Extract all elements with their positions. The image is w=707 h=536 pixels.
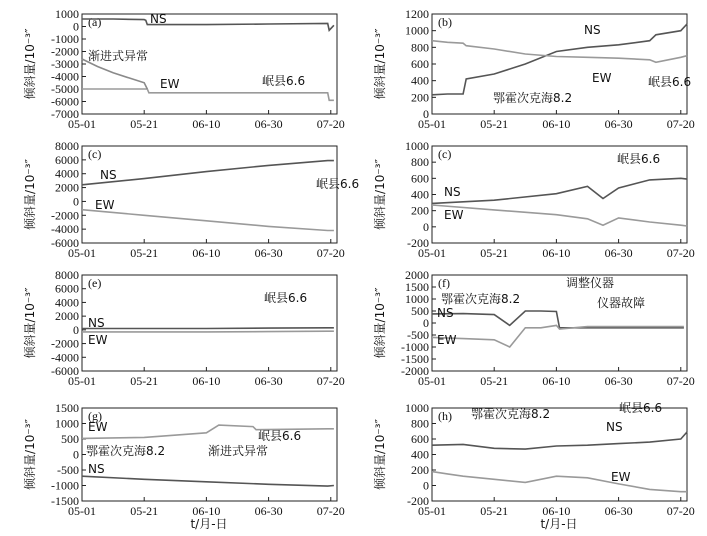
plot-frame <box>432 275 687 371</box>
panel-8 <box>372 401 695 518</box>
x-tick-label: 06-30 <box>604 374 633 388</box>
y-tick-label: -1000 <box>51 478 79 493</box>
annotation-label: NS <box>584 23 601 37</box>
x-tick-label: 06-30 <box>254 504 283 518</box>
panel-label: (a) <box>88 15 102 29</box>
y-tick-label: 400 <box>411 447 429 462</box>
annotation-label: NS <box>437 306 454 320</box>
annotation-label: NS <box>88 316 105 330</box>
y-tick-label: 200 <box>411 463 429 477</box>
annotation-label: EW <box>444 208 464 222</box>
x-tick-label: 07-20 <box>316 374 345 388</box>
x-tick-label: 06-10 <box>542 246 571 260</box>
y-tick-label: 1000 <box>55 416 79 431</box>
x-axis-title: t/月-日 <box>190 517 228 531</box>
series-line-ns <box>82 328 334 329</box>
annotation-label: 鄂霍次克海8.2 <box>86 444 166 458</box>
y-axis-label: 倾斜量/10⁻³″ <box>23 28 37 100</box>
panel-label: (h) <box>438 409 452 423</box>
y-tick-label: 400 <box>411 187 429 202</box>
y-tick-label: 800 <box>411 40 429 55</box>
y-axis-label: 倾斜量/10⁻³″ <box>23 419 37 490</box>
annotation-label: EW <box>88 333 108 347</box>
annotation-label: EW <box>88 420 108 434</box>
y-tick-label: 800 <box>411 155 429 170</box>
annotation-label: 岷县6.6 <box>262 74 306 88</box>
panel-4 <box>372 139 695 260</box>
x-axis-title: t/月-日 <box>540 517 578 531</box>
y-tick-label: -4000 <box>51 69 79 84</box>
y-tick-label: -200 <box>407 494 429 508</box>
y-axis-label: 倾斜量/10⁻³″ <box>373 419 387 490</box>
y-tick-label: -2000 <box>401 364 429 378</box>
annotation-label: 渐进式异常 <box>208 444 269 458</box>
x-tick-label: 06-30 <box>604 246 633 260</box>
y-tick-label: 400 <box>411 73 429 88</box>
y-tick-label: -7000 <box>51 107 79 121</box>
panel-5 <box>22 268 345 388</box>
x-tick-label: 05-01 <box>418 117 446 131</box>
x-tick-label: 06-30 <box>254 246 283 260</box>
annotation-label: 渐进式异常 <box>88 49 149 63</box>
y-tick-label: 0 <box>73 19 79 34</box>
y-tick-label: 2000 <box>55 309 79 324</box>
x-tick-label: 06-10 <box>542 374 571 388</box>
x-tick-label: 07-20 <box>316 117 345 131</box>
y-tick-label: -6000 <box>51 364 79 378</box>
y-tick-label: 200 <box>411 203 429 218</box>
panel-2 <box>372 7 695 131</box>
series-line-ns <box>82 476 334 486</box>
y-tick-label: 8000 <box>55 268 79 282</box>
series-line-ns <box>432 178 687 203</box>
x-tick-label: 05-01 <box>68 374 96 388</box>
y-tick-label: -2000 <box>51 336 79 351</box>
x-tick-label: 05-21 <box>480 246 509 260</box>
x-tick-label: 05-21 <box>480 374 509 388</box>
y-tick-label: 200 <box>411 90 429 105</box>
y-tick-label: 0 <box>73 322 79 337</box>
x-tick-label: 05-01 <box>68 117 96 131</box>
x-tick-label: 06-30 <box>604 117 633 131</box>
y-tick-label: -1000 <box>51 32 79 46</box>
panel-1 <box>22 7 345 131</box>
annotation-label: 岷县6.6 <box>648 75 692 89</box>
x-tick-label: 05-01 <box>418 246 446 260</box>
x-tick-label: 06-10 <box>542 117 571 131</box>
annotation-label: 鄂霍次克海8.2 <box>493 91 573 105</box>
annotation-label: EW <box>437 333 457 347</box>
annotation-label: 岷县6.6 <box>316 177 360 191</box>
x-tick-label: 05-01 <box>68 246 96 260</box>
x-tick-label: 05-21 <box>130 374 159 388</box>
y-tick-label: 0 <box>73 447 79 462</box>
x-tick-label: 06-10 <box>192 504 221 518</box>
y-tick-label: 500 <box>411 304 429 318</box>
series-line-ns <box>82 161 334 185</box>
y-tick-label: -6000 <box>51 94 79 109</box>
panel-label: (c) <box>438 147 452 161</box>
series-line-ns <box>82 19 334 30</box>
annotation-label: 岷县6.6 <box>617 152 661 166</box>
y-tick-label: -4000 <box>51 350 79 365</box>
x-tick-label: 07-20 <box>666 117 695 131</box>
y-tick-label: -6000 <box>51 236 79 250</box>
y-tick-label: 1500 <box>55 401 79 415</box>
y-tick-label: 4000 <box>55 166 79 181</box>
y-tick-label: -2000 <box>51 44 79 59</box>
y-tick-label: 600 <box>411 432 429 446</box>
plot-frame <box>432 408 687 501</box>
series-line-ew <box>82 89 334 100</box>
x-tick-label: 07-20 <box>666 504 695 518</box>
annotation-label: 岷县6.6 <box>619 401 663 415</box>
panel-6 <box>372 268 695 388</box>
y-tick-label: 1200 <box>405 7 429 21</box>
y-tick-label: -500 <box>407 328 429 342</box>
annotation-label: NS <box>444 185 461 199</box>
x-tick-label: 05-01 <box>418 374 446 388</box>
y-tick-label: 1000 <box>405 23 429 38</box>
y-tick-label: 0 <box>73 194 79 209</box>
x-tick-label: 06-10 <box>192 246 221 260</box>
series-line-ns <box>432 432 687 449</box>
annotation-label: EW <box>160 77 180 91</box>
y-tick-label: 2000 <box>55 180 79 195</box>
y-tick-label: -5000 <box>51 82 79 96</box>
annotation-label: 岷县6.6 <box>258 429 302 443</box>
annotation-label: EW <box>592 71 612 85</box>
annotation-label: NS <box>150 12 167 26</box>
y-tick-label: 1500 <box>405 280 429 294</box>
panel-7 <box>22 401 345 518</box>
series-line-trend <box>82 59 147 89</box>
x-tick-label: 05-01 <box>418 504 446 518</box>
series-line-ns <box>432 311 684 328</box>
y-tick-label: -1000 <box>401 340 429 354</box>
annotation-label: 仪器故障 <box>597 296 646 310</box>
y-tick-label: -2000 <box>51 208 79 223</box>
plot-frame <box>82 275 337 371</box>
y-tick-label: 4000 <box>55 295 79 310</box>
series-line-ew <box>432 472 687 492</box>
y-tick-label: 0 <box>423 478 429 493</box>
x-tick-label: 06-30 <box>254 117 283 131</box>
y-tick-label: -500 <box>57 463 79 477</box>
annotation-label: NS <box>606 420 623 434</box>
y-tick-label: 600 <box>411 57 429 71</box>
y-axis-label: 倾斜量/10⁻³″ <box>373 287 387 359</box>
x-tick-label: 06-10 <box>192 117 221 131</box>
annotation-label: EW <box>95 198 115 212</box>
annotation-label: EW <box>611 470 631 484</box>
x-tick-label: 05-21 <box>130 117 159 131</box>
y-tick-label: 1000 <box>405 292 429 306</box>
y-tick-label: 6000 <box>55 152 79 167</box>
y-tick-label: 0 <box>423 107 429 121</box>
y-tick-label: 1000 <box>405 139 429 153</box>
y-axis-label: 倾斜量/10⁻³″ <box>373 28 387 100</box>
x-tick-label: 05-21 <box>480 504 509 518</box>
x-tick-label: 06-30 <box>254 374 283 388</box>
y-tick-label: 500 <box>61 432 79 446</box>
y-tick-label: 0 <box>423 219 429 234</box>
panel-label: (c) <box>88 147 102 161</box>
plot-frame <box>82 14 337 114</box>
series-line-ew <box>432 205 687 226</box>
annotation-label: NS <box>100 168 117 182</box>
panel-label: (f) <box>438 276 450 290</box>
y-axis-label: 倾斜量/10⁻³″ <box>23 159 37 230</box>
y-tick-label: -1500 <box>401 352 429 366</box>
series-line-ew <box>432 325 684 347</box>
y-tick-label: 6000 <box>55 281 79 296</box>
x-tick-label: 05-01 <box>68 504 96 518</box>
panel-label: (e) <box>88 276 102 290</box>
y-tick-label: 1000 <box>55 7 79 21</box>
x-tick-label: 07-20 <box>666 246 695 260</box>
x-tick-label: 06-30 <box>604 504 633 518</box>
y-tick-label: -3000 <box>51 57 79 71</box>
y-tick-label: 800 <box>411 416 429 431</box>
y-axis-label: 倾斜量/10⁻³″ <box>373 159 387 230</box>
annotation-label: NS <box>88 462 105 476</box>
x-tick-label: 05-21 <box>480 117 509 131</box>
annotation-label: 鄂霍次克海8.2 <box>441 292 521 306</box>
x-tick-label: 07-20 <box>316 246 345 260</box>
panel-3 <box>22 139 359 260</box>
y-axis-label: 倾斜量/10⁻³″ <box>23 287 37 359</box>
y-tick-label: 2000 <box>405 268 429 282</box>
x-tick-label: 05-21 <box>130 246 159 260</box>
annotation-label: 调整仪器 <box>566 276 615 290</box>
series-line-ew <box>82 331 334 332</box>
x-tick-label: 06-10 <box>542 504 571 518</box>
annotation-label: 鄂霍次克海8.2 <box>471 407 551 421</box>
x-tick-label: 07-20 <box>666 374 695 388</box>
y-tick-label: 1000 <box>405 401 429 415</box>
x-tick-label: 06-10 <box>192 374 221 388</box>
panel-label: (g) <box>88 409 102 423</box>
x-tick-label: 05-21 <box>130 504 159 518</box>
panel-label: (b) <box>438 15 452 29</box>
y-tick-label: -1500 <box>51 494 79 508</box>
series-line-ew <box>82 210 334 231</box>
x-tick-label: 07-20 <box>316 504 345 518</box>
annotation-label: 岷县6.6 <box>264 291 308 305</box>
y-tick-label: 600 <box>411 171 429 186</box>
y-tick-label: 0 <box>423 316 429 330</box>
y-tick-label: 8000 <box>55 139 79 153</box>
y-tick-label: -4000 <box>51 222 79 237</box>
y-tick-label: -200 <box>407 236 429 250</box>
